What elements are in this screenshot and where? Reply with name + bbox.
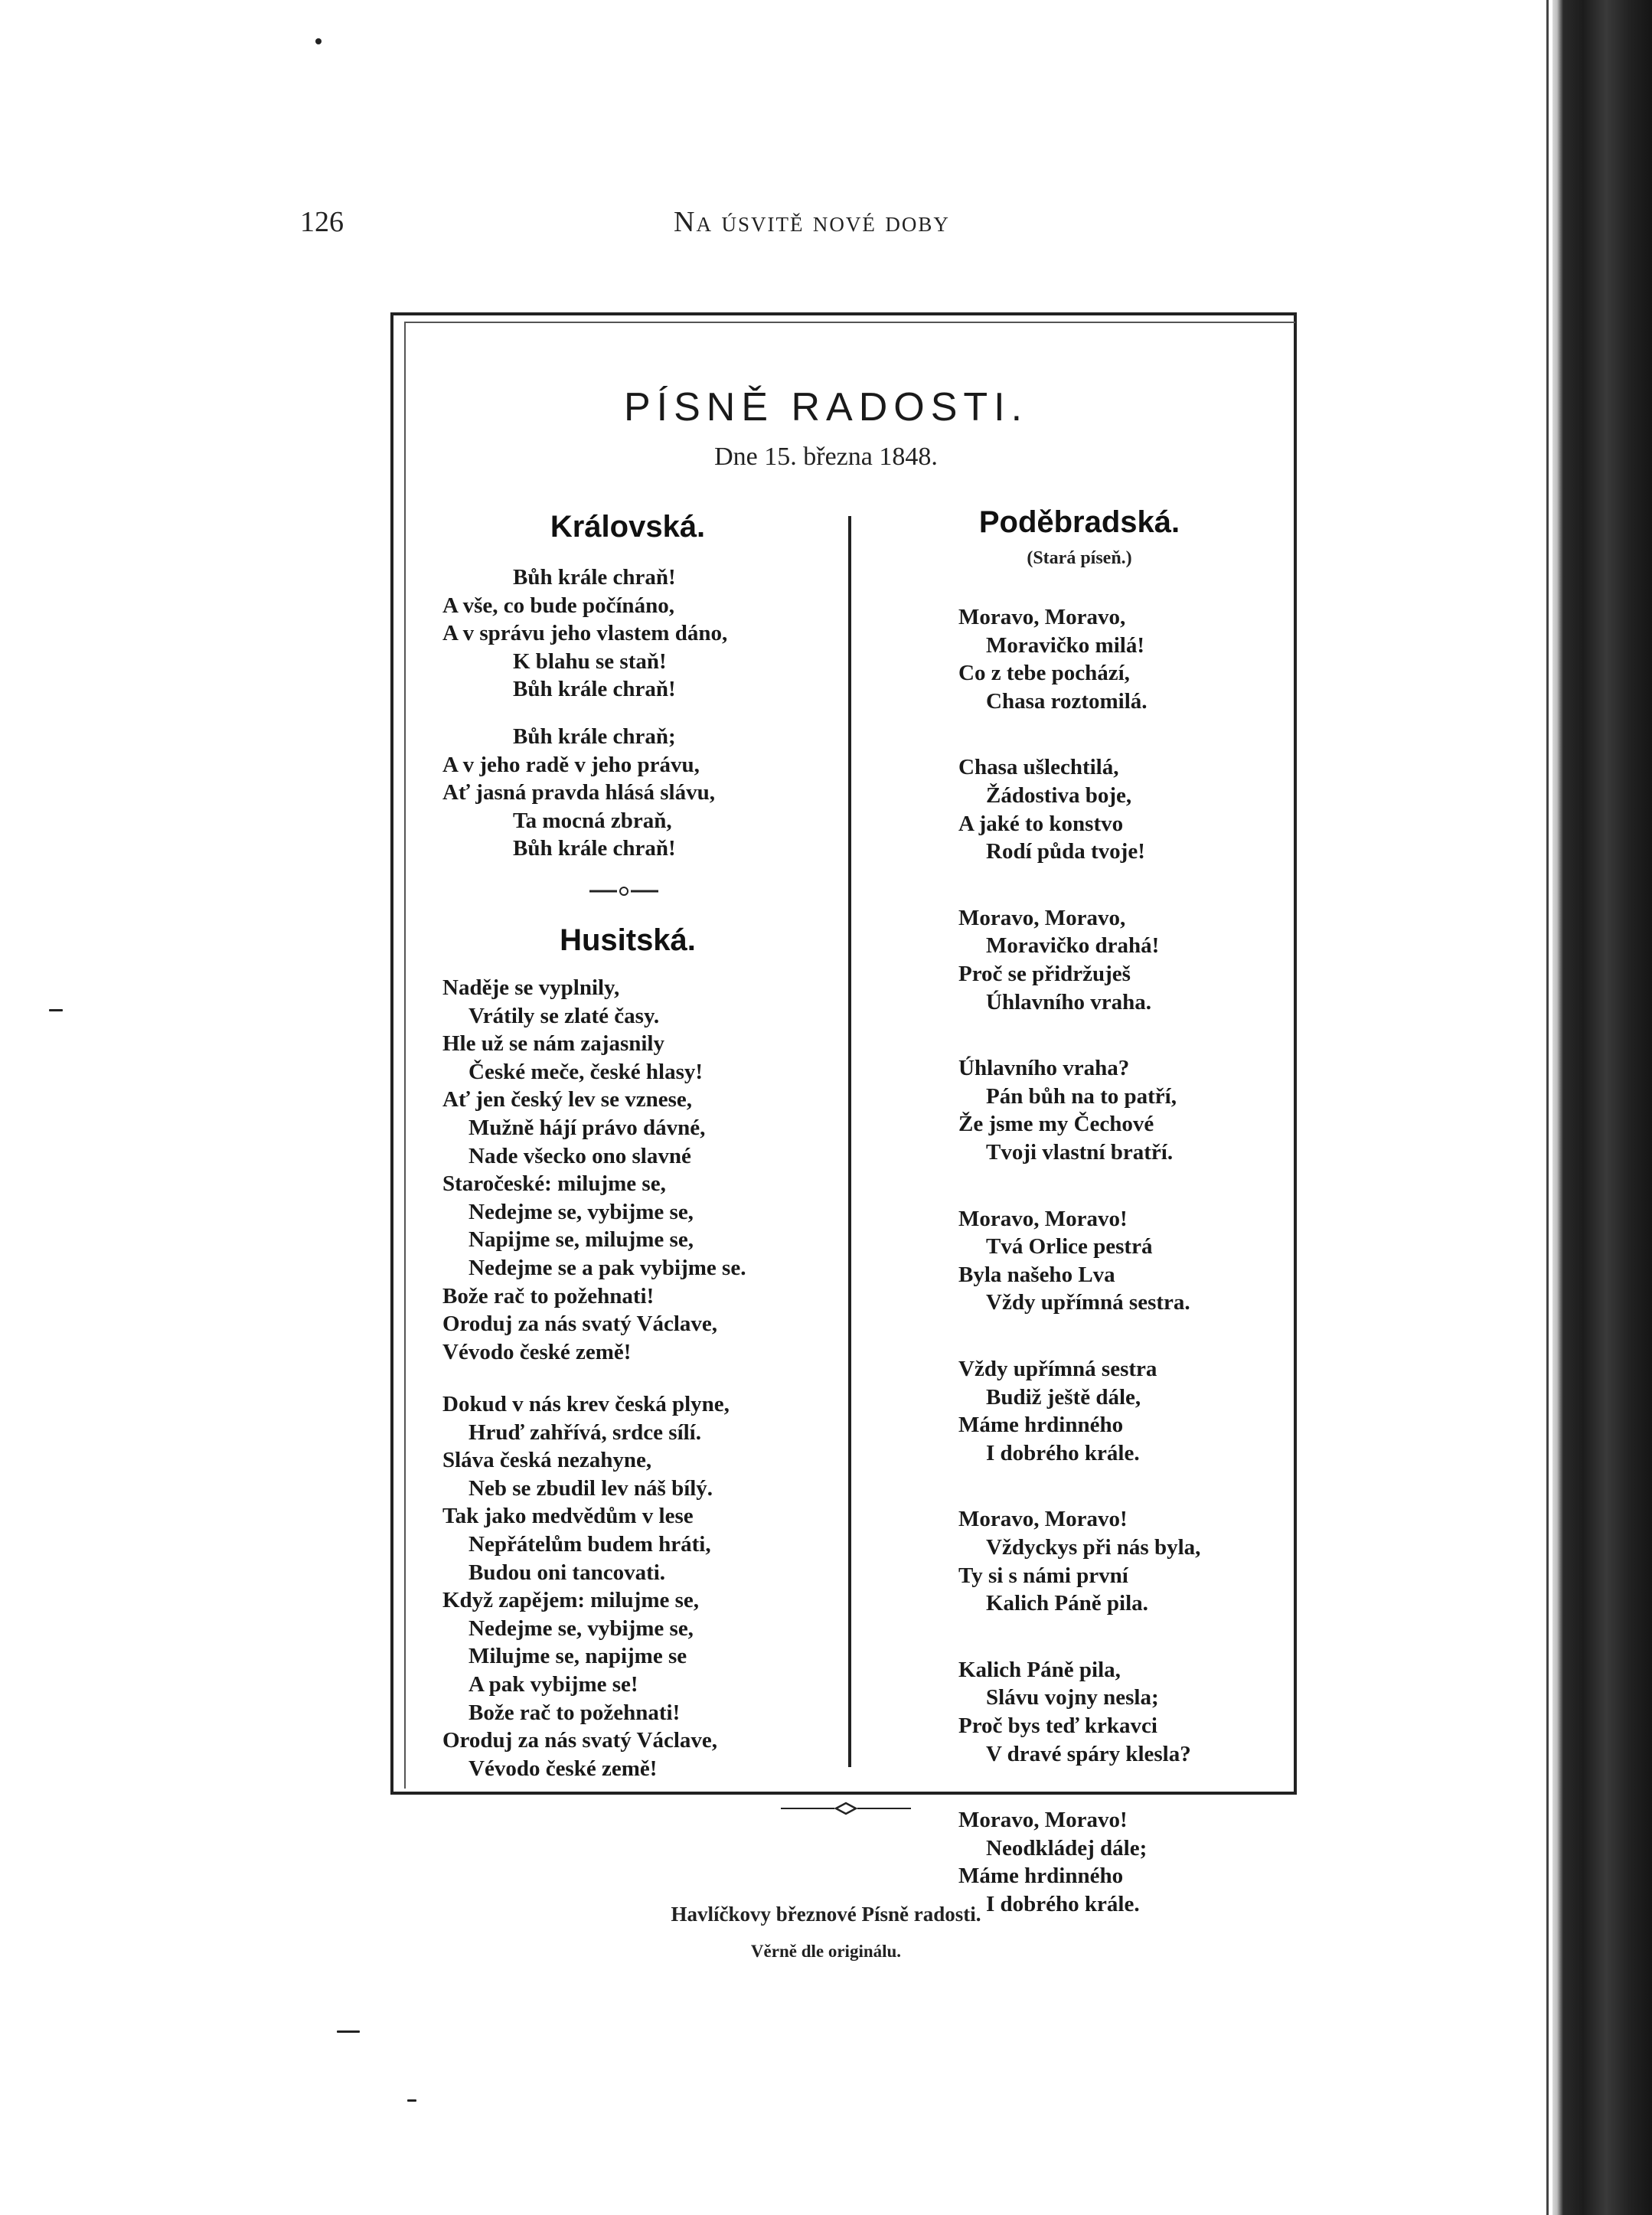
caption-subtitle: Věrně dle originálu. — [750, 1942, 902, 1961]
verse-line: Nepřátelům budem hráti, — [469, 1531, 711, 1557]
verse-husitska-2 — [442, 1390, 730, 1782]
verse-line: Neb se zbudil lev náš bílý. — [469, 1475, 713, 1501]
running-title: Na úsvitě nové doby — [674, 206, 950, 238]
verse-line: Hle už se nám zajasnily — [442, 1031, 664, 1057]
verse-line: Oroduj za nás svatý Václave, — [442, 1728, 718, 1753]
verse-line: Bože rač to požehnati! — [442, 1283, 655, 1308]
verse-kralovska-2 — [442, 723, 715, 863]
verse-line: České meče, české hlasy! — [469, 1059, 704, 1084]
verse-line: I dobrého krále. — [986, 1440, 1140, 1465]
verse-line: Bože rač to požehnati! — [469, 1700, 681, 1725]
verse-line: K blahu se staň! — [513, 648, 667, 674]
scan-speck — [315, 38, 322, 44]
caption-title: Havlíčkovy březnové Písně radosti. — [671, 1903, 981, 1926]
verse-line: Máme hrdinného — [958, 1413, 1124, 1438]
verse-line: Bůh krále chraň! — [513, 565, 676, 590]
verse-line: Chasa ušlechtilá, — [958, 755, 1119, 780]
scan-speck — [49, 1009, 63, 1011]
verse-line: Moravo, Moravo, — [958, 905, 1126, 930]
verse-line: Proč se přidržuješ — [958, 961, 1131, 986]
verse-line: Ať jen český lev se vznese, — [442, 1087, 692, 1112]
verse-line: Proč bys teď krkavci — [958, 1713, 1157, 1738]
scan-edge — [1552, 0, 1652, 2215]
verse-podebradska-9 — [958, 1806, 1147, 1918]
verse-line: Neodkládej dále; — [986, 1835, 1148, 1861]
verse-line: Chasa roztomilá. — [986, 688, 1148, 714]
verse-line: Vévodo české země! — [442, 1339, 632, 1364]
page-number: 126 — [300, 206, 344, 238]
verse-line: Tvá Orlice pestrá — [986, 1234, 1153, 1259]
verse-line: Máme hrdinného — [958, 1864, 1124, 1889]
verse-line: A pak vybijme se! — [469, 1671, 638, 1697]
verse-line: Úhlavního vraha. — [986, 989, 1151, 1014]
scan-speck — [407, 2099, 416, 2102]
running-head — [0, 205, 1652, 251]
verse-line: A v správu jeho vlastem dáno, — [442, 621, 728, 646]
verse-line: Moravičko drahá! — [986, 933, 1160, 959]
verse-line: Ať jasná pravda hlásá slávu, — [442, 780, 715, 805]
verse-line: Že jsme my Čechové — [958, 1112, 1154, 1137]
verse-line: Tak jako medvědům v lese — [442, 1504, 694, 1529]
verse-line: Moravo, Moravo! — [958, 1206, 1128, 1231]
section-ornament — [589, 884, 658, 899]
song-heading-podebradska: Poděbradská. — [978, 505, 1180, 539]
verse-line: Nedejme se a pak vybijme se. — [469, 1255, 746, 1280]
verse-kralovska-1 — [442, 564, 727, 704]
scan-speck — [337, 2030, 360, 2033]
verse-line: V dravé spáry klesla? — [986, 1741, 1191, 1766]
verse-line: A vše, co bude počínáno, — [442, 593, 674, 618]
page-edge-line — [1546, 0, 1549, 2215]
verse-line: Dokud v nás krev česká plyne, — [442, 1392, 730, 1416]
verse-line: Kalich Páně pila. — [986, 1591, 1148, 1616]
song-heading-husitska: Husitská. — [560, 923, 696, 957]
verse-line: Naděje se vyplnily, — [442, 975, 620, 1000]
verse-line: Bůh krále chraň; — [513, 724, 676, 749]
verse-line: Pán bůh na to patří, — [986, 1083, 1177, 1109]
verse-line: Napijme se, milujme se, — [469, 1227, 694, 1253]
song-heading-kralovska: Královská. — [550, 510, 706, 544]
verse-podebradska-5 — [958, 1205, 1190, 1317]
verse-line: A v jeho radě v jeho právu, — [442, 752, 700, 777]
verse-line: Vždy upřímná sestra — [958, 1357, 1157, 1381]
verse-line: Žádostiva boje, — [986, 782, 1132, 808]
verse-line: Moravo, Moravo! — [958, 1808, 1128, 1833]
verse-line: Ta mocná zbraň, — [513, 808, 672, 833]
verse-podebradska-8 — [958, 1656, 1191, 1768]
verse-line: Vrátily se zlaté časy. — [469, 1003, 660, 1028]
verse-line: Byla našeho Lva — [958, 1262, 1115, 1287]
verse-podebradska-6 — [958, 1355, 1157, 1467]
verse-podebradska-2 — [958, 753, 1145, 865]
verse-line: Moravičko milá! — [986, 632, 1144, 658]
verse-line: Vždy upřímná sestra. — [986, 1290, 1190, 1315]
verse-line: Budiž ještě dále, — [986, 1384, 1141, 1410]
verse-podebradska-7 — [958, 1505, 1200, 1617]
verse-line: Rodí půda tvoje! — [986, 839, 1145, 864]
verse-line: A jaké to konstvo — [958, 811, 1124, 836]
column-divider — [848, 516, 851, 1767]
verse-line: Bůh krále chraň! — [513, 836, 676, 861]
verse-line: Vždyckys při nás byla, — [986, 1534, 1201, 1560]
poster-title: PÍSNĚ RADOSTI. — [623, 385, 1029, 430]
verse-line: Co z tebe pochází, — [958, 661, 1130, 686]
verse-line: Staročeské: milujme se, — [442, 1171, 666, 1197]
song-subheading-podebradska: (Stará píseň.) — [1027, 548, 1132, 568]
verse-line: Vévodo české země! — [469, 1756, 658, 1781]
verse-line: Když zapějem: milujme se, — [442, 1588, 700, 1613]
verse-line: Bůh krále chraň! — [513, 677, 676, 702]
end-ornament — [781, 1799, 911, 1818]
verse-line: Milujme se, napijme se — [469, 1644, 687, 1669]
verse-line: Nade všecko ono slavné — [469, 1143, 691, 1168]
verse-line: Budou oni tancovati. — [469, 1560, 666, 1585]
verse-line: Mužně hájí právo dávné, — [469, 1115, 706, 1140]
verse-line: Moravo, Moravo, — [958, 605, 1126, 629]
verse-line: Nedejme se, vybijme se, — [469, 1616, 694, 1641]
verse-podebradska-1 — [958, 603, 1148, 715]
verse-line: Hruď zahřívá, srdce sílí. — [469, 1419, 701, 1445]
verse-husitska-1 — [442, 974, 746, 1366]
verse-line: Kalich Páně pila, — [958, 1657, 1121, 1682]
verse-podebradska-3 — [958, 904, 1159, 1016]
verse-line: Úhlavního vraha? — [958, 1056, 1130, 1081]
verse-line: I dobrého krále. — [986, 1891, 1140, 1916]
verse-line: Oroduj za nás svatý Václave, — [442, 1312, 718, 1337]
verse-line: Ty si s námi první — [958, 1563, 1128, 1588]
poster-date: Dne 15. března 1848. — [714, 443, 938, 471]
verse-line: Nedejme se, vybijme se, — [469, 1199, 694, 1224]
verse-line: Slávu vojny nesla; — [986, 1685, 1159, 1710]
verse-podebradska-4 — [958, 1054, 1177, 1166]
verse-line: Sláva česká nezahyne, — [442, 1448, 652, 1473]
verse-line: Moravo, Moravo! — [958, 1507, 1128, 1532]
verse-line: Tvoji vlastní bratří. — [986, 1139, 1174, 1165]
